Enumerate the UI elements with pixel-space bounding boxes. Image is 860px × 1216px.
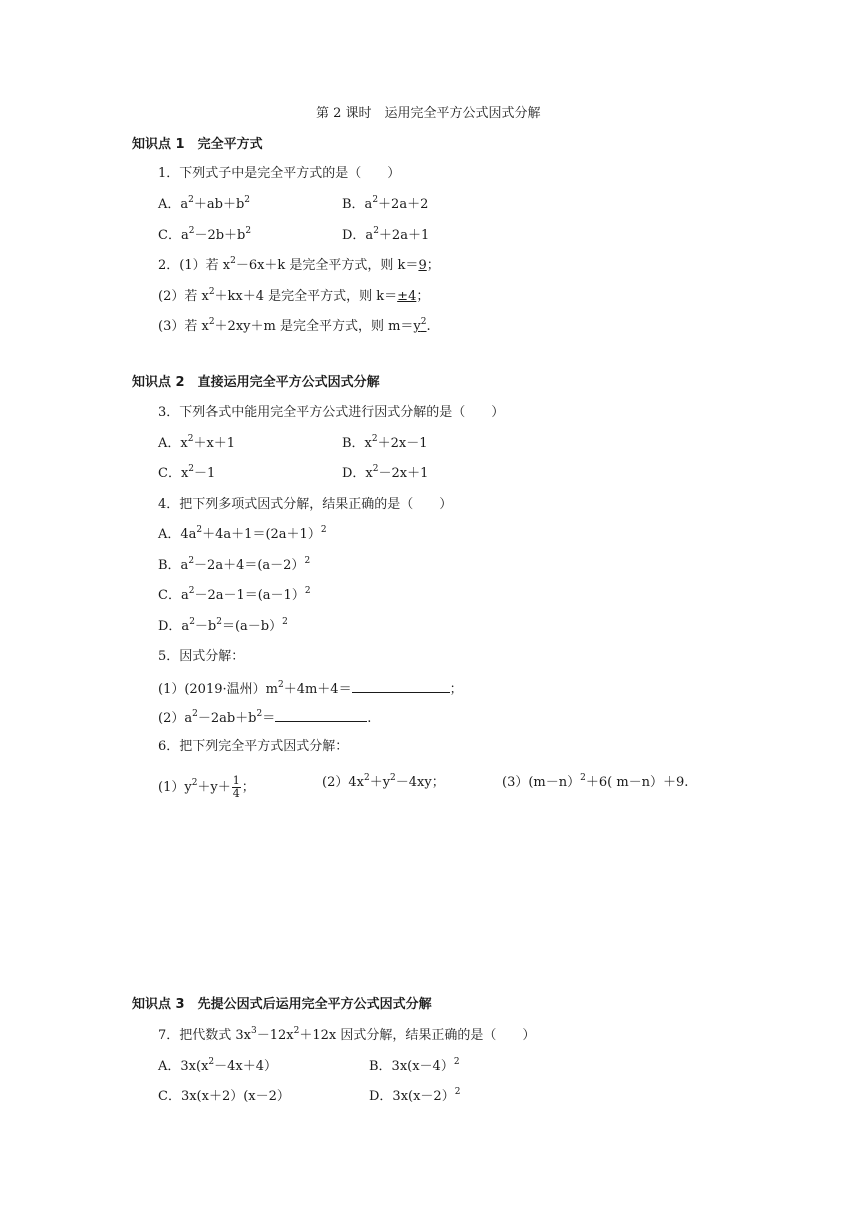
q6-part1: $(1)y^2+y+$ $\frac{1}{4}$ ； bbox=[158, 774, 255, 800]
q6-part2: $(2)4x^2+y^2-4xy$； bbox=[322, 773, 445, 790]
q1-option-b: B．$a^2+2a+2$ bbox=[342, 195, 429, 212]
q5-stem: 5．因式分解： bbox=[158, 649, 245, 664]
q3-option-a: A．$x^2+x+1$ bbox=[158, 434, 236, 451]
answer-blank[interactable] bbox=[275, 709, 367, 722]
q7-stem: 7．把代数式 $3x^3-12x^2+12x$ 因式分解，结果正确的是（ ） bbox=[158, 1026, 536, 1043]
q1-stem: 1．下列式子中是完全平方式的是（ ） bbox=[158, 166, 401, 181]
q6-part3: (3）(m－n）$^2$＋6( m－n）＋9. bbox=[502, 773, 689, 790]
q5-part2: $(2)a^2-2ab+b^2=$ . bbox=[158, 709, 372, 726]
q1-option-d: D．$a^2+2a+1$ bbox=[342, 226, 430, 243]
q7-option-b: B．3x(x－4）$^2$ bbox=[369, 1057, 460, 1074]
q5-part1: (1）(2019·温州）$m^2+4m+4=$ ； bbox=[158, 680, 463, 697]
section-heading-2: 知识点 2 直接运用完全平方公式因式分解 bbox=[132, 375, 380, 390]
page-title: 第 2 课时 运用完全平方公式因式分解 bbox=[316, 106, 541, 121]
q3-option-b: B．$x^2+2x-1$ bbox=[342, 434, 428, 451]
q3-stem: 3．下列各式中能用完全平方公式进行因式分解的是（ ） bbox=[158, 405, 505, 420]
q3-option-d: D．$x^2-2x+1$ bbox=[342, 464, 429, 481]
section-heading-1: 知识点 1 完全平方式 bbox=[132, 137, 263, 152]
q2-answer-1: 9 bbox=[418, 258, 427, 273]
q1-option-c: C．$a^2-2b+b^2$ bbox=[158, 226, 252, 243]
q2-answer-2: ±4 bbox=[397, 289, 417, 304]
q4-option-d: D．$a^2-b^2=(a-b)^2$ bbox=[158, 617, 288, 634]
q2-part1: 2．(1）若 $x^2-6x+k$ 是完全平方式，则 k＝9； bbox=[158, 256, 440, 273]
q7-option-c: C．3x(x＋2）(x－2） bbox=[158, 1089, 290, 1104]
q2-answer-3: $y^2$ bbox=[413, 317, 427, 334]
q4-option-b: B．$a^2-2a+4=(a-2)^2$ bbox=[158, 556, 311, 573]
q4-option-c: C．$a^2-2a-1=(a-1)^2$ bbox=[158, 586, 311, 603]
q7-option-a: A．$3x(x^2-4x+4)$ bbox=[158, 1057, 278, 1074]
q1-option-a: A．$a^2+ab+b^2$ bbox=[158, 195, 251, 212]
q4-stem: 4．把下列多项式因式分解，结果正确的是（ ） bbox=[158, 497, 453, 512]
q2-part3: (3）若 $x^2+2xy+m$ 是完全平方式，则 $m=y^2$. bbox=[158, 317, 431, 334]
section-heading-3: 知识点 3 先提公因式后运用完全平方公式因式分解 bbox=[132, 997, 432, 1012]
q3-option-c: C．$x^2-1$ bbox=[158, 464, 216, 481]
q2-part2: (2）若 $x^2+kx+4$ 是完全平方式，则 k＝±4； bbox=[158, 287, 430, 304]
q4-option-a: A．$4a^2+4a+1=(2a+1)^2$ bbox=[158, 525, 327, 542]
fraction-one-quarter: $\frac{1}{4}$ bbox=[232, 774, 240, 800]
answer-blank[interactable] bbox=[352, 680, 450, 693]
q6-stem: 6．把下列完全平方式因式分解： bbox=[158, 739, 349, 754]
q7-option-d: D．3x(x－2）$^2$ bbox=[369, 1087, 461, 1104]
